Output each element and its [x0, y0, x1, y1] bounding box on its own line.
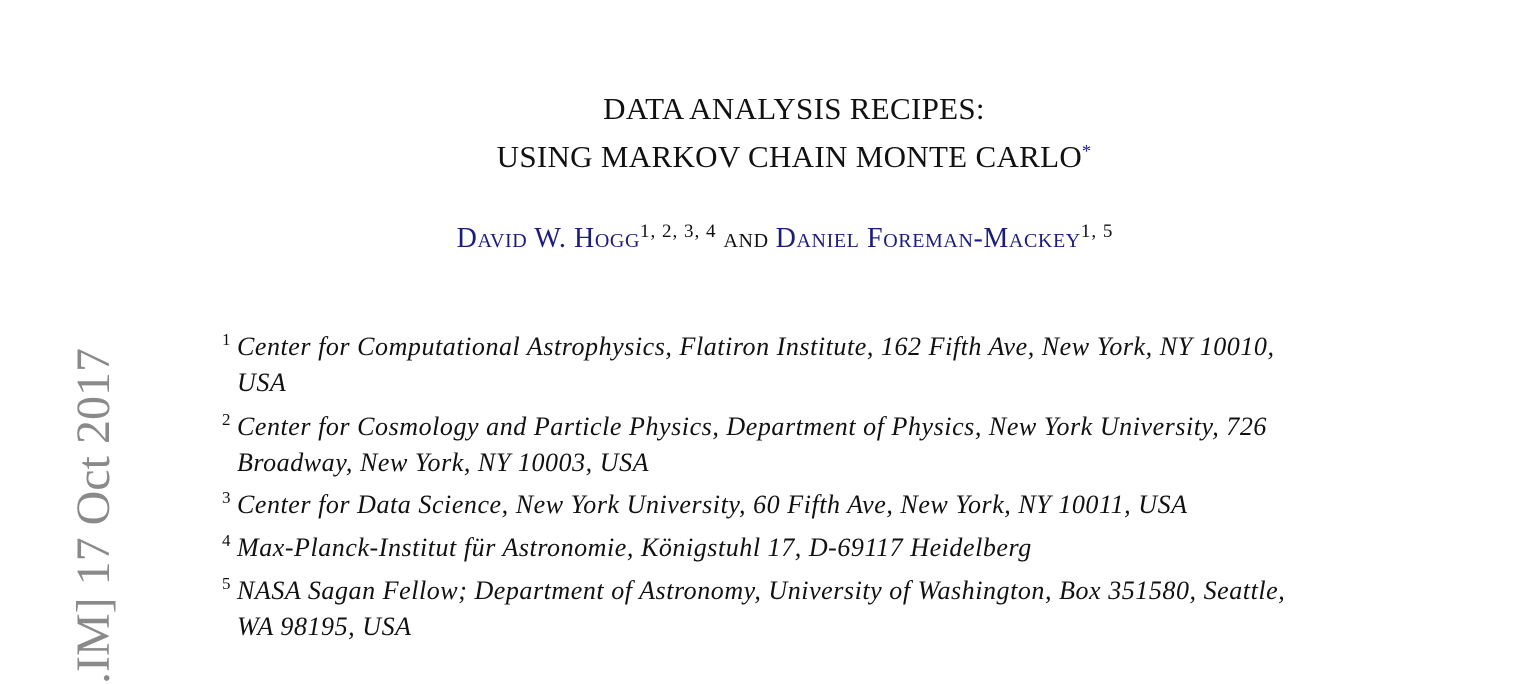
affiliation-number: 3: [222, 488, 232, 507]
affiliation-line: Center for Cosmology and Particle Physics, Department of Physics, New York University, 726: [237, 412, 1267, 441]
affiliation-line: Broadway, New York, NY 10003, USA: [237, 448, 650, 477]
author-list: [0, 212, 1516, 259]
affiliation-text: [222, 329, 1382, 401]
affiliation-text: [222, 487, 1382, 523]
affiliation-number: 1: [222, 330, 232, 349]
affiliation-line: Center for Computational Astrophysics, Flatiron Institute, 162 Fifth Ave, New York, NY 10010,: [237, 332, 1275, 361]
author-affil-refs-foreman-mackey: 1, 5: [1080, 221, 1114, 242]
affiliation-line: Max-Planck-Institut für Astronomie, Königstuhl 17, D-69117 Heidelberg: [237, 533, 1032, 562]
affiliation-3: [222, 487, 1382, 523]
affiliation-text: [222, 530, 1382, 566]
title-line-1: DATA ANALYSIS RECIPES:: [603, 91, 985, 126]
title-footnote-link[interactable]: *: [1082, 141, 1092, 161]
author-link-hogg[interactable]: David W. Hogg: [456, 223, 641, 254]
affiliation-line: WA 98195, USA: [237, 612, 412, 641]
affiliation-text: [222, 409, 1382, 481]
affiliation-number: 4: [222, 531, 232, 550]
affiliation-text: [222, 573, 1382, 645]
affiliation-number: 5: [222, 574, 232, 593]
affiliation-line: USA: [237, 368, 287, 397]
affiliation-number: 2: [222, 410, 232, 429]
author-affil-refs-hogg: 1, 2, 3, 4: [640, 221, 717, 242]
author-link-foreman-mackey[interactable]: Daniel Foreman-Mackey: [775, 223, 1081, 254]
paper-title: [0, 88, 1516, 178]
affiliation-2: [222, 409, 1382, 481]
arxiv-stamp: .IM] 17 Oct 2017: [67, 348, 120, 684]
affiliation-4: [222, 530, 1382, 566]
title-line-2-text: USING MARKOV CHAIN MONTE CARLO: [496, 139, 1083, 174]
title-line-2: [0, 130, 1516, 178]
affiliation-line: NASA Sagan Fellow; Department of Astronomy, University of Washington, Box 351580, Seattle,: [237, 576, 1286, 605]
author-connector: and: [723, 223, 769, 254]
affiliation-5: [222, 573, 1382, 645]
affiliation-1: [222, 329, 1382, 401]
affiliation-line: Center for Data Science, New York University, 60 Fifth Ave, New York, NY 10011, USA: [237, 490, 1188, 519]
